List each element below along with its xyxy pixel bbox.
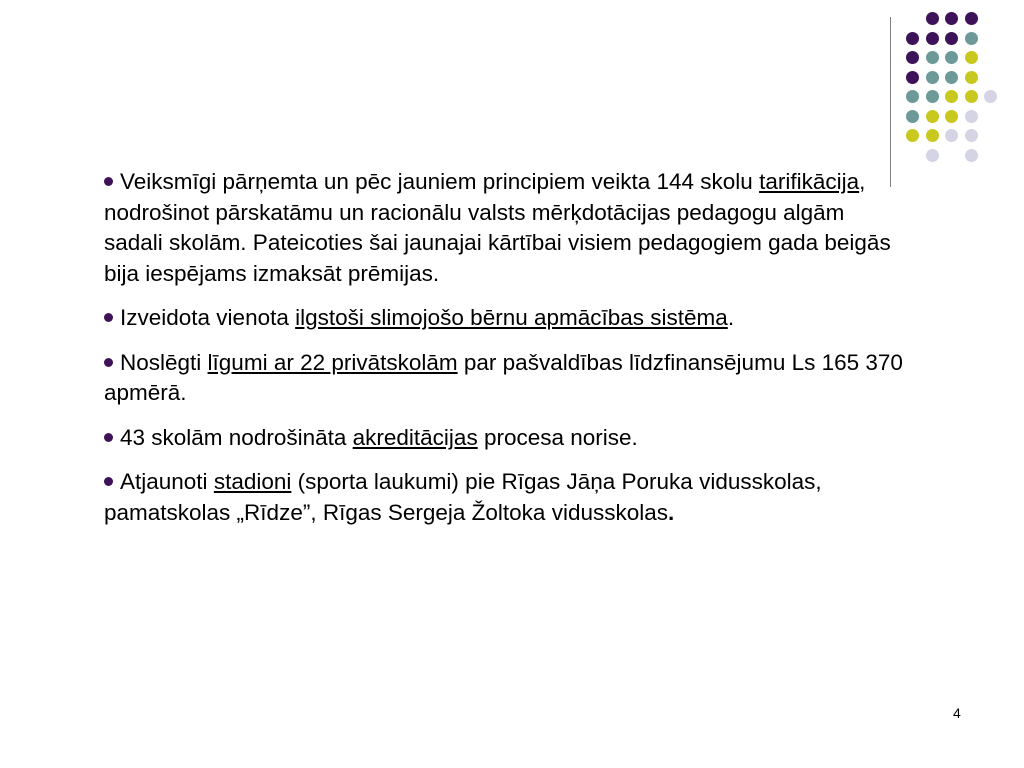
decorative-dot: [965, 51, 978, 64]
paragraph-text: .: [727, 305, 735, 330]
decorative-dot: [965, 32, 978, 45]
bullet-icon: [104, 177, 113, 186]
bullet-icon: [104, 313, 113, 322]
decorative-dot: [945, 32, 958, 45]
decorative-dot: [945, 90, 958, 103]
decorative-dot: [926, 71, 939, 84]
decorative-dot: [965, 12, 978, 25]
hyperlink-ligumi[interactable]: līgumi ar 22 privātskolām: [207, 349, 458, 375]
decorative-dot: [906, 32, 919, 45]
decorative-dot: [945, 110, 958, 123]
vertical-divider-line: [890, 17, 891, 187]
decorative-dot: [984, 90, 997, 103]
bullet-paragraph-4: [104, 423, 904, 454]
decorative-dot: [926, 129, 939, 142]
bullet-paragraph-1: [104, 167, 904, 289]
decorative-dot: [906, 110, 919, 123]
hyperlink-akreditacijas[interactable]: akreditācijas: [352, 424, 478, 450]
bullet-icon: [104, 358, 113, 367]
decorative-dot: [945, 12, 958, 25]
decorative-dot: [926, 51, 939, 64]
bullet-icon: [104, 477, 113, 486]
paragraph-text: 43 skolām nodrošināta: [120, 424, 353, 450]
paragraph-text: Veiksmīgi pārņemta un pēc jauniem principiem veikta 144 skolu: [120, 169, 760, 194]
paragraph-text: Izveidota vienota: [120, 305, 296, 330]
decorative-dot: [965, 129, 978, 142]
decorative-dot: [926, 32, 939, 45]
page-number: 4: [953, 705, 961, 721]
decorative-dot-grid-icon: [906, 12, 1006, 172]
decorative-dot: [945, 51, 958, 64]
paragraph-end-period: .: [668, 499, 675, 525]
hyperlink-stadioni[interactable]: stadioni: [213, 469, 292, 494]
decorative-dot: [926, 110, 939, 123]
decorative-dot: [906, 51, 919, 64]
decorative-dot: [926, 12, 939, 25]
decorative-dot: [906, 129, 919, 142]
paragraph-text: procesa norise.: [477, 424, 638, 450]
bullet-icon: [104, 433, 113, 442]
bullet-paragraph-3: [104, 348, 904, 409]
decorative-dot: [906, 90, 919, 103]
paragraph-text: , nodrošinot pārskatāmu un racionālu valsts mērķdotācijas pedagogu algām sadali skolām. Pateicoties šai jaunajai kārtībai visiem pedagogiem gada beigās bija iespējams izmaksāt prēmijas.: [104, 169, 891, 286]
hyperlink-apmacibas-sistema[interactable]: ilgstoši slimojošo bērnu apmācības sistēma: [295, 305, 728, 330]
paragraph-text: par pašvaldības līdzfinansējumu Ls 165 370 apmērā.: [104, 349, 903, 405]
decorative-dot: [906, 71, 919, 84]
decorative-dot: [926, 149, 939, 162]
decorative-dot: [945, 129, 958, 142]
bullet-paragraph-5: [104, 467, 904, 528]
paragraph-text: (sporta laukumi) pie Rīgas Jāņa Poruka vidusskolas, pamatskolas „Rīdze”, Rīgas Sergeja Žoltoka vidusskolas: [104, 469, 822, 525]
decorative-dot: [965, 90, 978, 103]
paragraph-text: Atjaunoti: [120, 469, 214, 494]
decorative-dot: [965, 149, 978, 162]
decorative-dot: [945, 71, 958, 84]
hyperlink-tarifikacija[interactable]: tarifikācija: [759, 169, 860, 194]
bullet-paragraph-2: [104, 303, 904, 334]
decorative-dot: [965, 110, 978, 123]
paragraph-text: Noslēgti: [120, 349, 208, 375]
decorative-dot: [926, 90, 939, 103]
decorative-dot: [965, 71, 978, 84]
slide-body: [104, 167, 904, 542]
